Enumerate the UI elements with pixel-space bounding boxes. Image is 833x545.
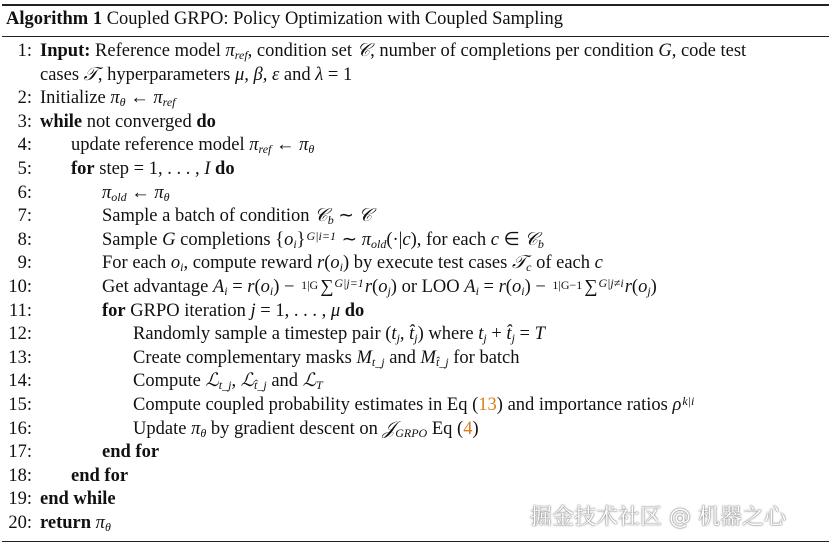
- text: and: [266, 371, 303, 392]
- math-symbol: ℒ: [302, 371, 317, 392]
- text: , number of completions per condition: [370, 41, 659, 61]
- math-symbol: π: [191, 418, 201, 439]
- math-symbol: 𝒯: [83, 64, 98, 85]
- math-symbol: r: [624, 277, 632, 297]
- math-symbol: μ, β, ε: [235, 64, 280, 85]
- keyword: do: [344, 300, 365, 321]
- math-symbol: o: [260, 277, 270, 297]
- subscript: GRPO: [395, 425, 428, 440]
- algorithm-line: [0, 348, 833, 369]
- subscript: j: [511, 331, 515, 346]
- algorithm-title: Coupled GRPO: Policy Optimization with Coupled Sampling: [106, 9, 564, 29]
- text: ) where: [417, 324, 479, 345]
- text: ∑: [320, 277, 334, 297]
- math-symbol: c: [490, 229, 499, 250]
- line-number: 4:: [17, 135, 32, 156]
- line-number: 17:: [8, 442, 32, 463]
- line-number: 14:: [8, 371, 32, 392]
- math-symbol: 𝒥: [382, 418, 396, 439]
- algorithm-line: [0, 112, 833, 133]
- subscript: j: [483, 331, 487, 346]
- text: =: [478, 277, 499, 297]
- math-symbol: r: [364, 277, 373, 297]
- keyword: Input:: [40, 41, 91, 61]
- line-content: [40, 65, 352, 86]
- subscript: t̂_j: [435, 354, 449, 369]
- subscript: θ: [308, 142, 315, 157]
- math-symbol: π: [361, 229, 371, 250]
- algorithm-line: [0, 65, 833, 86]
- text: , hyperparameters: [97, 64, 235, 85]
- text: (: [631, 277, 639, 297]
- math-symbol: 𝒞: [358, 206, 372, 227]
- line-number: 10:: [8, 277, 32, 297]
- subscript: old: [371, 236, 387, 251]
- subscript: b: [327, 213, 334, 228]
- line-number: 13:: [8, 347, 32, 368]
- line-content: [102, 206, 372, 227]
- subscript: i: [475, 284, 479, 298]
- math-symbol: o: [330, 253, 340, 274]
- math-symbol: λ: [315, 64, 324, 85]
- subscript: θ: [163, 189, 170, 204]
- subscript: old: [111, 189, 127, 204]
- text: cases: [40, 64, 84, 85]
- algorithm-line: [0, 206, 833, 227]
- line-content: [133, 324, 545, 345]
- text: (: [254, 277, 261, 297]
- text: ∈: [498, 229, 525, 250]
- text: GRPO iteration: [125, 300, 251, 321]
- math-symbol: T: [534, 324, 545, 345]
- equation-ref-link[interactable]: 4: [463, 418, 473, 439]
- text: Update: [133, 418, 192, 439]
- algorithm-line: [0, 324, 833, 345]
- text: Sample a batch of condition: [102, 206, 315, 227]
- text: ) or LOO: [390, 277, 465, 297]
- algorithm-line: [0, 442, 833, 463]
- algorithm-caption: [6, 9, 563, 30]
- line-number: 20:: [8, 513, 32, 533]
- line-content: [133, 419, 479, 440]
- subscript: j: [396, 331, 400, 346]
- line-number: 1:: [17, 41, 32, 61]
- math-symbol: I: [204, 159, 211, 179]
- line-content: [133, 348, 520, 369]
- math-symbol: r: [498, 277, 506, 297]
- math-symbol: π: [299, 135, 309, 156]
- text: Reference model: [90, 41, 226, 61]
- math-symbol: 𝒞: [524, 229, 538, 250]
- text: =: [514, 324, 535, 345]
- text: +: [486, 324, 507, 345]
- math-symbol: π: [225, 41, 235, 61]
- algorithm-line: [0, 183, 833, 204]
- text: (·|: [386, 229, 403, 250]
- text: ∼: [333, 206, 359, 227]
- script-stack: G|j=1: [334, 276, 364, 290]
- keyword: end for: [71, 465, 129, 486]
- subscript: θ: [104, 520, 111, 534]
- text: Get advantage: [102, 277, 213, 297]
- text: ) and importance ratios: [496, 395, 673, 415]
- text: ←: [126, 182, 155, 203]
- text: (: [324, 253, 331, 274]
- keyword: end for: [102, 442, 160, 463]
- text: ←: [125, 88, 154, 109]
- algorithm-line: [0, 371, 833, 392]
- subscript: t_j: [371, 354, 385, 369]
- text: , code test: [671, 41, 747, 61]
- math-symbol: M: [420, 347, 436, 368]
- line-content: [40, 112, 216, 133]
- top-rule: [2, 4, 829, 6]
- subscript: ref: [162, 95, 176, 110]
- keyword: while: [40, 111, 83, 132]
- text: For each: [102, 253, 171, 274]
- line-number: 11:: [9, 300, 32, 321]
- subscript: θ: [200, 425, 207, 440]
- text: update reference model: [71, 135, 250, 156]
- line-content: [40, 513, 111, 534]
- line-number: 5:: [17, 159, 32, 179]
- math-symbol: A: [464, 277, 476, 297]
- subscript: i: [224, 284, 228, 298]
- text: (: [372, 277, 379, 297]
- algorithm-line: [0, 41, 833, 62]
- math-symbol: o: [378, 277, 388, 297]
- math-symbol: G: [162, 229, 176, 250]
- text: for batch: [448, 347, 520, 368]
- line-content: [71, 159, 235, 180]
- math-symbol: ρ: [672, 395, 682, 415]
- math-symbol: π: [110, 88, 120, 109]
- math-symbol: t: [478, 324, 484, 345]
- text: Initialize: [40, 88, 111, 109]
- subscript: t_j: [218, 378, 232, 393]
- text: Sample: [102, 229, 163, 250]
- line-content: [102, 442, 159, 463]
- text: Compute coupled probability estimates in Eq (: [133, 395, 479, 415]
- math-symbol: r: [247, 277, 255, 297]
- subscript: b: [537, 236, 544, 251]
- line-number: 18:: [8, 465, 32, 486]
- math-symbol: π: [95, 513, 105, 533]
- text: = 1: [323, 64, 353, 85]
- text: =: [227, 277, 248, 297]
- subscript: T: [316, 378, 323, 393]
- line-number: 12:: [8, 324, 32, 345]
- keyword: end while: [40, 489, 116, 510]
- algorithm-label: Algorithm 1: [6, 9, 103, 29]
- text: ) −: [524, 277, 551, 297]
- watermark: 掘金技术社区 @ 机器之心: [530, 505, 786, 530]
- bottom-rule: [2, 541, 829, 542]
- keyword: do: [215, 159, 235, 179]
- line-number: 19:: [8, 489, 32, 510]
- line-content: [40, 489, 116, 510]
- text: and: [279, 64, 316, 85]
- math-symbol: 𝒯: [511, 253, 527, 274]
- math-symbol: r: [317, 253, 325, 274]
- math-symbol: 𝒞: [356, 41, 371, 61]
- text: ∑: [584, 277, 598, 297]
- text: by gradient descent on: [206, 418, 383, 439]
- line-content: [40, 41, 746, 62]
- subscript: ref: [234, 48, 248, 62]
- line-content: [71, 135, 314, 156]
- text: Eq (: [427, 418, 464, 439]
- line-number: 2:: [17, 88, 32, 109]
- math-symbol: ℒ: [205, 371, 219, 392]
- keyword: do: [196, 111, 216, 132]
- math-symbol: t̂: [506, 324, 512, 345]
- subscript: t̂_j: [254, 378, 267, 393]
- script-stack: G|i=1: [306, 228, 336, 243]
- text: ←: [271, 135, 300, 156]
- algorithm-line: [0, 395, 833, 416]
- text: ,: [231, 371, 241, 392]
- algorithm-line: [0, 135, 833, 156]
- subscript: i: [293, 236, 297, 251]
- script-stack: k|i: [682, 394, 695, 408]
- math-symbol: G: [658, 41, 672, 61]
- line-number: 7:: [17, 206, 32, 227]
- subscript: c: [526, 260, 532, 275]
- text: ), for each: [410, 229, 491, 250]
- line-content: [133, 395, 695, 416]
- algorithm-line: [0, 277, 833, 298]
- math-symbol: o: [638, 277, 648, 297]
- text: }: [296, 229, 306, 250]
- text: step = 1, . . . ,: [94, 159, 205, 179]
- algorithm-line: [0, 253, 833, 274]
- fraction: 1|G: [301, 278, 319, 292]
- algorithm-line: [0, 88, 833, 109]
- subscript: i: [269, 284, 274, 298]
- math-symbol: 𝒞: [314, 206, 328, 227]
- text: Create complementary masks: [133, 347, 357, 368]
- math-symbol: j: [250, 300, 256, 321]
- line-content: [102, 301, 364, 322]
- algorithm-line: [0, 301, 833, 322]
- math-symbol: A: [212, 277, 225, 297]
- line-number: 9:: [17, 253, 32, 274]
- algorithm-line: [0, 159, 833, 180]
- line-content: [71, 466, 128, 487]
- line-number: 6:: [17, 182, 32, 203]
- subscript: i: [339, 260, 343, 275]
- line-content: [102, 253, 603, 274]
- keyword: return: [40, 513, 92, 533]
- line-content: [40, 88, 175, 109]
- line-content: [102, 277, 657, 298]
- math-symbol: π: [154, 182, 164, 203]
- subscript: i: [521, 284, 525, 298]
- algorithm-line: [0, 230, 833, 251]
- math-symbol: o: [511, 277, 522, 297]
- text: , compute reward: [183, 253, 317, 274]
- math-symbol: μ: [330, 300, 341, 321]
- fraction: 1|G−1: [552, 278, 583, 292]
- subscript: j: [647, 284, 651, 298]
- subscript: i: [180, 260, 184, 275]
- subscript: θ: [119, 95, 126, 110]
- line-content: [133, 371, 323, 392]
- text: , condition set: [247, 41, 357, 61]
- caption-rule: [2, 36, 829, 37]
- line-number: 15:: [8, 395, 32, 415]
- text: and: [384, 347, 421, 368]
- algorithm-line: [0, 466, 833, 487]
- subscript: ref: [258, 142, 272, 157]
- line-number: 8:: [17, 229, 32, 250]
- line-content: [102, 230, 544, 251]
- math-symbol: t: [391, 324, 397, 345]
- line-number: 16:: [8, 418, 32, 439]
- math-symbol: c: [402, 229, 411, 250]
- text: (: [505, 277, 512, 297]
- math-symbol: π: [153, 88, 163, 109]
- math-symbol: π: [102, 182, 112, 203]
- math-symbol: t̂: [409, 324, 415, 345]
- math-symbol: π: [249, 135, 259, 156]
- line-number: 3:: [17, 111, 32, 132]
- text: Compute: [133, 371, 206, 392]
- keyword: for: [102, 300, 126, 321]
- keyword: for: [71, 159, 95, 179]
- text: ,: [399, 324, 410, 345]
- equation-ref-link[interactable]: 13: [478, 395, 497, 415]
- math-symbol: o: [284, 229, 294, 250]
- text: ∼: [336, 229, 362, 250]
- subscript: j: [387, 284, 391, 298]
- math-symbol: M: [356, 347, 372, 368]
- text: ) by execute test cases: [342, 253, 512, 274]
- text: not converged: [82, 111, 197, 132]
- script-stack: G|j≠i: [598, 276, 624, 290]
- text: ): [650, 277, 657, 297]
- text: Randomly sample a timestep pair (: [133, 324, 392, 345]
- math-symbol: o: [170, 253, 181, 274]
- text: completions {: [175, 229, 285, 250]
- text: of each: [531, 253, 595, 274]
- subscript: j: [414, 331, 418, 346]
- math-symbol: ℒ: [240, 371, 255, 392]
- text: ) −: [273, 277, 300, 297]
- line-content: [102, 183, 170, 204]
- text: = 1, . . . ,: [255, 300, 331, 321]
- math-symbol: c: [594, 253, 603, 274]
- text: ): [472, 418, 479, 439]
- algorithm-line: [0, 419, 833, 440]
